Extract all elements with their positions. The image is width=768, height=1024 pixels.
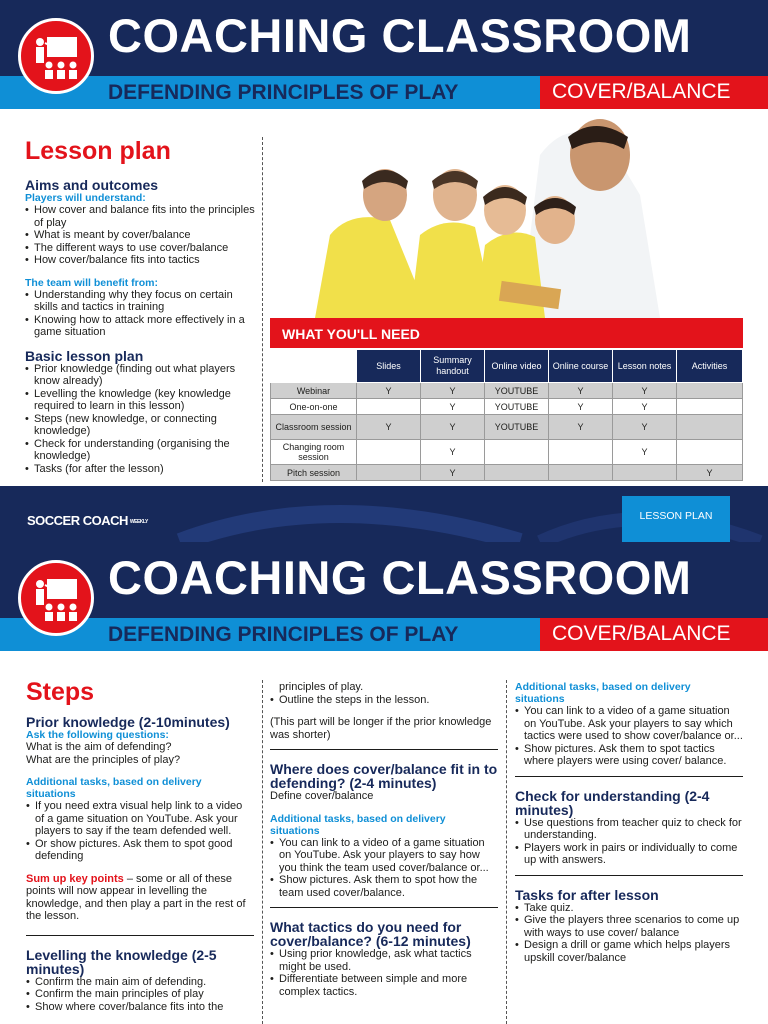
table-row [271, 415, 743, 440]
table-row-label: One-on-one [271, 399, 357, 415]
table-header: Online course [549, 350, 613, 383]
check-title: Check for understanding (2-4 minutes) [515, 787, 710, 818]
table-cell: Y [613, 415, 677, 440]
table-row-label: Changing room session [271, 440, 357, 465]
col3-additional-list [515, 705, 743, 768]
players-label: Players will understand: [25, 192, 146, 204]
header-band [0, 76, 768, 109]
table-cell: Y [421, 415, 485, 440]
steps-column-2 [270, 681, 498, 998]
table-cell: YOUTUBE [485, 399, 549, 415]
table-cell: Y [613, 383, 677, 399]
list-item: • Knowing how to attack more effectively in a game situation [25, 314, 255, 339]
team-list [25, 289, 255, 339]
additional-tasks-label: Additional tasks, based on delivery situations [26, 776, 202, 800]
list-item: • Prior knowledge (finding out what players know already) [25, 363, 255, 388]
section-rule [515, 776, 743, 777]
column-divider [506, 680, 507, 1024]
team-label: The team will benefit from: [25, 276, 159, 289]
table-header: Online video [485, 350, 549, 383]
section-rule [270, 907, 498, 908]
table-cell [613, 465, 677, 481]
players-list [25, 204, 255, 267]
additional-tasks-list [26, 800, 254, 863]
list-item: • Show where cover/balance fits into the [26, 1001, 254, 1014]
list-item: • How cover/balance fits into tactics [25, 254, 255, 267]
table-row [271, 399, 743, 415]
table-row-label: Pitch session [271, 465, 357, 481]
header-tag: COVER/BALANCE [540, 76, 768, 109]
steps-column-3 [515, 681, 743, 964]
list-item: • If you need extra visual help link to a video of a game situation on YouTube. Ask your players to say if the team defended well. [26, 800, 254, 838]
lesson-plan-tab: LESSON PLAN [622, 496, 730, 542]
list-item: • The different ways to use cover/balance [25, 242, 255, 255]
list-item: • Check for understanding (organising the knowledge) [25, 438, 255, 463]
table-corner [271, 350, 357, 383]
table-cell: Y [357, 383, 421, 399]
header-tag: COVER/BALANCE [540, 618, 768, 651]
longer-note: (This part will be longer if the prior knowledge was shorter) [270, 716, 492, 741]
tactics-title: What tactics do you need for cover/balance? (6-12 minutes) [270, 919, 471, 949]
classroom-icon [18, 18, 94, 94]
list-item: • Or show pictures. Ask them to spot good defending [26, 838, 254, 863]
column-divider [262, 137, 263, 482]
table-cell: Y [421, 383, 485, 399]
list-item: • Take quiz. [515, 902, 743, 915]
list-item: • Outline the steps in the lesson. [270, 694, 498, 707]
table-cell [677, 383, 743, 399]
table-cell: YOUTUBE [485, 415, 549, 440]
table-cell [485, 465, 549, 481]
steps-column-1 [26, 678, 254, 1013]
header-subtitle: DEFENDING PRINCIPLES OF PLAY [108, 81, 459, 104]
table-cell: Y [549, 399, 613, 415]
table-cell: Y [357, 415, 421, 440]
after-title: Tasks for after lesson [515, 886, 659, 903]
list-item: • Levelling the knowledge (key knowledge required to learn in this lesson) [25, 388, 255, 413]
tactics-list [270, 948, 498, 998]
prior-question: What is the aim of defending? [26, 741, 172, 753]
levelling-continued: principles of play. [279, 681, 364, 693]
where-additional-list [270, 837, 498, 900]
where-title: Where does cover/balance fit in to defending? (2-4 minutes) [270, 761, 498, 791]
header-subtitle: DEFENDING PRINCIPLES OF PLAY [108, 623, 459, 646]
section-rule [515, 875, 743, 876]
list-item: • You can link to a video of a game situation on YouTube. Ask your players to say how you think the team used cover/balance or... [270, 837, 498, 875]
table-cell: Y [677, 465, 743, 481]
list-item: • Tasks (for after the lesson) [25, 463, 255, 476]
logo-text: SOCCER COACH [27, 513, 128, 528]
sum-up-label: Sum up key points [26, 872, 124, 885]
table-row-label: Webinar [271, 383, 357, 399]
table-cell [485, 440, 549, 465]
levelling-list [26, 976, 254, 1014]
list-item: • Show pictures. Ask them to spot how the team used cover/balance. [270, 874, 498, 899]
table-header-row [271, 350, 743, 383]
header-band [0, 618, 768, 651]
table-cell [357, 399, 421, 415]
where-additional-label: Additional tasks, based on delivery situations [270, 812, 446, 837]
list-item: • What is meant by cover/balance [25, 229, 255, 242]
list-item: • Use questions from teacher quiz to check for understanding. [515, 817, 743, 842]
table-cell: Y [549, 383, 613, 399]
list-item: • Using prior knowledge, ask what tactics might be used. [270, 948, 498, 973]
after-list [515, 902, 743, 965]
levelling-list-continued [270, 694, 498, 707]
levelling-title: Levelling the knowledge (2-5 minutes) [26, 946, 217, 977]
table-cell: Y [421, 440, 485, 465]
list-item: • Show pictures. Ask them to spot tactics where players were using cover/ balance. [515, 743, 743, 768]
list-item: • Players work in pairs or individually to come up with answers. [515, 842, 743, 867]
prior-question: What are the principles of play? [26, 753, 181, 766]
lesson-plan-heading: Lesson plan [25, 137, 171, 165]
classroom-icon [18, 560, 94, 636]
table-cell [677, 440, 743, 465]
logo-small-text: WEEKLY [129, 518, 148, 525]
section-rule [270, 749, 498, 750]
list-item: • Confirm the main principles of play [26, 988, 254, 1001]
header-title: COACHING CLASSROOM [108, 9, 692, 62]
basic-plan-list [25, 363, 255, 476]
prior-label: Ask the following questions: [26, 729, 169, 741]
section-rule [26, 935, 254, 936]
table-cell [549, 440, 613, 465]
list-item: • Understanding why they focus on certain skills and tactics in training [25, 289, 255, 314]
table-cell: Y [421, 465, 485, 481]
aims-title: Aims and outcomes [25, 177, 159, 193]
coach-players-photo [310, 115, 738, 318]
table-cell: Y [549, 415, 613, 440]
check-list [515, 817, 743, 867]
table-header: Summary handout [421, 350, 485, 383]
table-cell: Y [613, 440, 677, 465]
table-row-label: Classroom session [271, 415, 357, 440]
sum-up-text: – some or all of these points will now appear in levelling the knowledge, and then play a part in the rest of the lesson. [26, 872, 246, 922]
list-item: • Give the players three scenarios to come up with ways to use cover/ balance [515, 914, 743, 939]
list-item: • Design a drill or game which helps players upskill cover/balance [515, 939, 743, 964]
steps-heading: Steps [26, 678, 95, 706]
header-bottom [0, 542, 768, 651]
table-cell [677, 399, 743, 415]
table-cell: Y [421, 399, 485, 415]
table-row [271, 440, 743, 465]
footer-strip [0, 486, 768, 542]
lesson-plan-column [25, 137, 255, 475]
table-header: Lesson notes [613, 350, 677, 383]
list-item: • Steps (new knowledge, or connecting knowledge) [25, 413, 255, 438]
table-cell [357, 465, 421, 481]
table-cell: YOUTUBE [485, 383, 549, 399]
header-title: COACHING CLASSROOM [108, 551, 692, 604]
table-cell: Y [613, 399, 677, 415]
table-cell [549, 465, 613, 481]
table-header: Slides [357, 350, 421, 383]
table-cell [677, 415, 743, 440]
table-row [271, 383, 743, 399]
table-row [271, 465, 743, 481]
needs-table [270, 349, 743, 481]
list-item: • You can link to a video of a game situation on YouTube. Ask your players to say which tactics were used to show cover/balance or... [515, 705, 743, 743]
col3-additional-label: Additional tasks, based on delivery situations [515, 681, 691, 705]
list-item: • How cover and balance fits into the principles of play [25, 204, 255, 229]
list-item: • Confirm the main aim of defending. [26, 976, 254, 989]
what-you-need-title: WHAT YOU'LL NEED [270, 318, 743, 348]
soccer-coach-logo [27, 513, 148, 528]
list-item: • Differentiate between simple and more complex tactics. [270, 973, 498, 998]
where-text: Define cover/balance [270, 790, 374, 802]
prior-knowledge-title: Prior knowledge (2-10minutes) [26, 714, 230, 730]
table-cell [357, 440, 421, 465]
table-header: Activities [677, 350, 743, 383]
column-divider [262, 680, 263, 1024]
basic-plan-title: Basic lesson plan [25, 347, 144, 364]
header-top [0, 0, 768, 109]
sum-up-paragraph [26, 873, 254, 923]
